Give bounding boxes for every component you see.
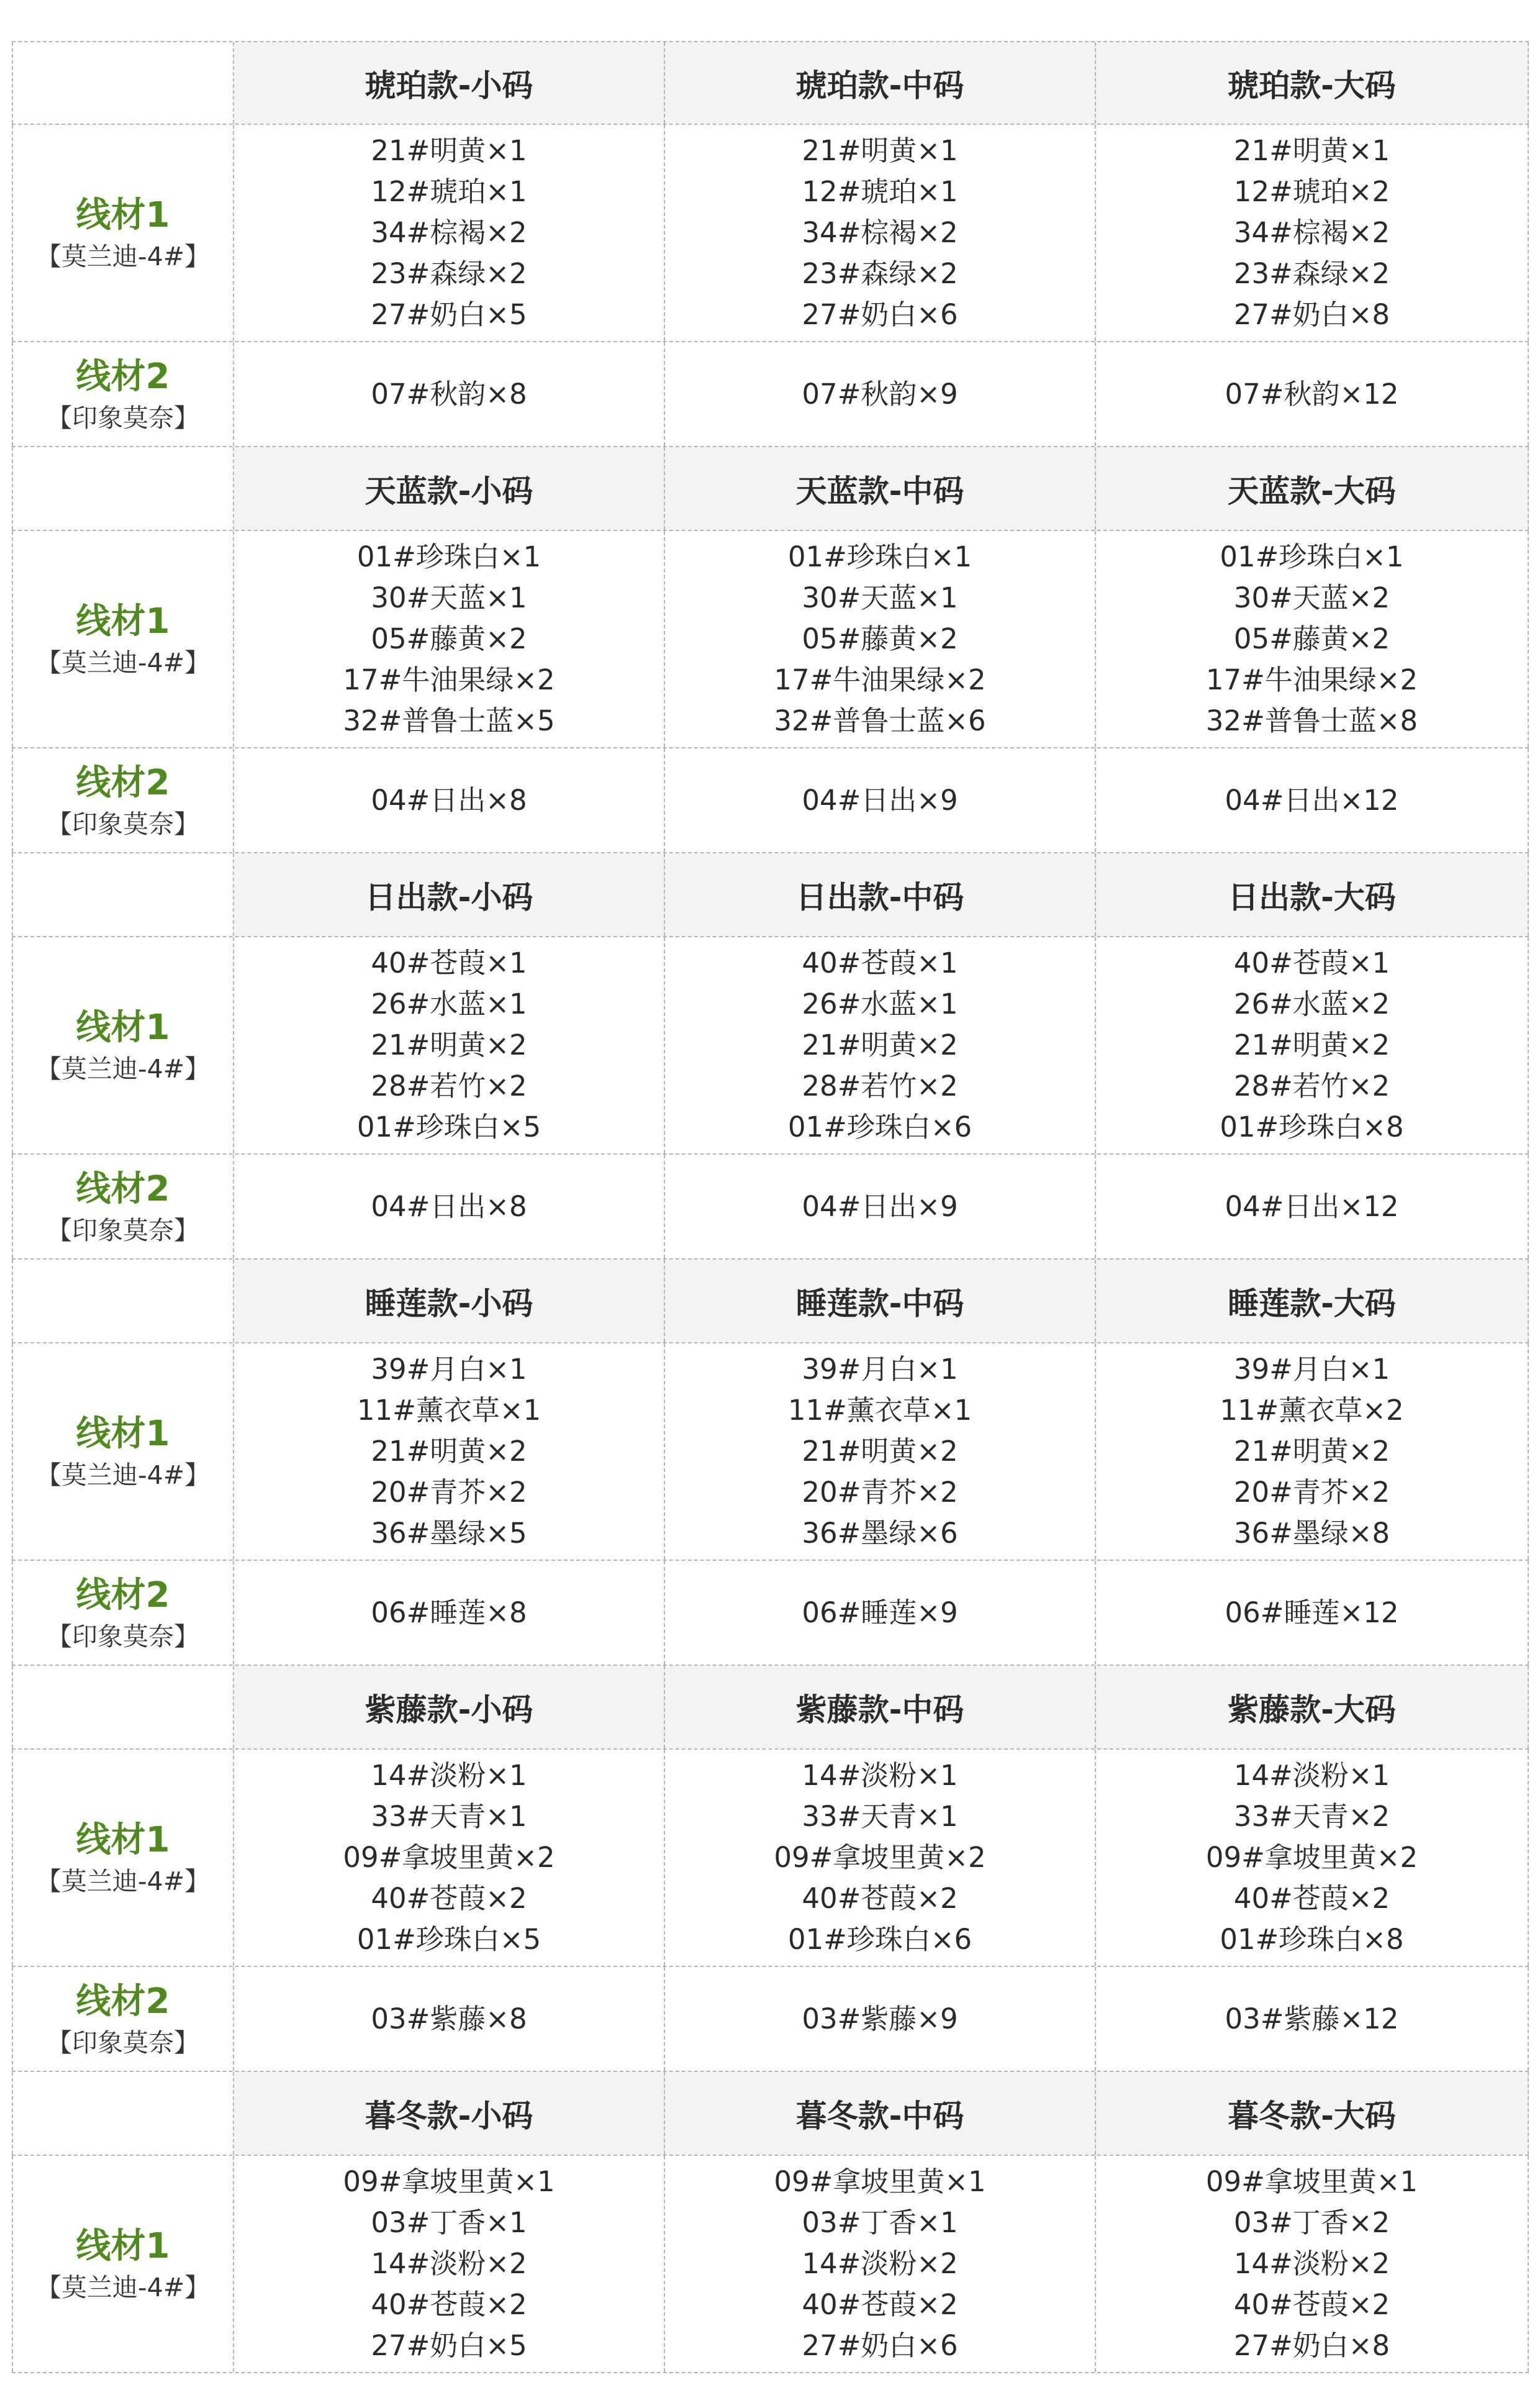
thread-entry: 28#若竹×2 xyxy=(802,1070,958,1102)
thread-entry: 40#苍葭×2 xyxy=(1233,1882,1390,1915)
wire1-subtitle: 【莫兰迪-4#】 xyxy=(35,1460,211,1490)
thread-entry: 39#月白×1 xyxy=(1233,1353,1390,1386)
thread-entry: 04#日出×8 xyxy=(371,1189,527,1223)
wire2-value xyxy=(665,748,1096,852)
wire2-title: 线材2 xyxy=(76,1981,170,2022)
thread-entry: 34#棕褐×2 xyxy=(1233,216,1390,249)
section-header-row xyxy=(12,2072,1529,2156)
wire1-values xyxy=(665,125,1096,341)
wire1-values xyxy=(1096,1750,1529,1966)
wire1-values xyxy=(1096,937,1529,1153)
thread-entry: 21#明黄×2 xyxy=(371,1029,527,1061)
wire2-value xyxy=(234,1967,665,2071)
section-header-row xyxy=(12,1260,1529,1343)
wire1-subtitle: 【莫兰迪-4#】 xyxy=(35,1866,211,1896)
thread-entry: 32#普鲁士蓝×8 xyxy=(1205,704,1418,737)
wire1-subtitle: 【莫兰迪-4#】 xyxy=(35,648,211,678)
wire2-value xyxy=(1096,1967,1529,2071)
thread-entry: 21#明黄×2 xyxy=(1233,1435,1390,1468)
thread-entry: 01#珍珠白×1 xyxy=(1220,540,1404,573)
thread-entry: 34#棕褐×2 xyxy=(802,216,958,249)
thread-entry: 14#淡粉×1 xyxy=(1233,1759,1390,1792)
wire1-subtitle: 【莫兰迪-4#】 xyxy=(35,1054,211,1084)
section-header-row xyxy=(12,1666,1529,1750)
wire2-value xyxy=(234,748,665,852)
thread-entry: 20#青芥×2 xyxy=(802,1476,958,1509)
wire1-row xyxy=(12,531,1529,748)
thread-entry: 36#墨绿×5 xyxy=(371,1517,527,1550)
thread-entry: 33#天青×2 xyxy=(1233,1800,1390,1833)
thread-entry: 04#日出×9 xyxy=(802,783,958,817)
wire2-value xyxy=(1096,1155,1529,1258)
variant-header: 暮冬款-小码 xyxy=(234,2072,665,2155)
wire2-subtitle: 【印象莫奈】 xyxy=(47,2027,199,2058)
thread-entry: 09#拿坡里黄×2 xyxy=(1205,1841,1418,1874)
wire1-values xyxy=(1096,531,1529,747)
variant-header: 日出款-中码 xyxy=(665,853,1096,936)
wire2-subtitle: 【印象莫奈】 xyxy=(47,402,199,433)
wire2-label xyxy=(12,1967,234,2071)
wire2-value xyxy=(1096,748,1529,852)
wire1-values xyxy=(1096,1343,1529,1560)
thread-entry: 28#若竹×2 xyxy=(371,1070,527,1102)
thread-entry: 40#苍葭×1 xyxy=(371,947,527,979)
thread-entry: 09#拿坡里黄×2 xyxy=(343,1841,555,1874)
wire1-subtitle: 【莫兰迪-4#】 xyxy=(35,2273,211,2302)
thread-entry: 01#珍珠白×1 xyxy=(787,540,972,573)
wire2-title: 线材2 xyxy=(76,356,170,397)
thread-entry: 36#墨绿×8 xyxy=(1233,1517,1390,1550)
thread-entry: 33#天青×1 xyxy=(802,1800,958,1833)
wire1-title: 线材1 xyxy=(76,1414,170,1454)
thread-entry: 21#明黄×2 xyxy=(371,1435,527,1468)
thread-entry: 04#日出×8 xyxy=(371,783,527,817)
header-blank-cell xyxy=(12,2072,234,2155)
color-recipe-table xyxy=(12,41,1529,2373)
thread-entry: 34#棕褐×2 xyxy=(371,216,527,249)
wire1-values xyxy=(665,1750,1096,1966)
section-header-row xyxy=(12,41,1529,125)
wire1-values xyxy=(665,531,1096,747)
thread-entry: 17#牛油果绿×2 xyxy=(774,663,986,696)
wire2-value xyxy=(665,1155,1096,1258)
thread-entry: 09#拿坡里黄×2 xyxy=(774,1841,986,1874)
wire1-label xyxy=(12,937,234,1153)
thread-entry: 21#明黄×1 xyxy=(371,134,527,167)
thread-entry: 04#日出×9 xyxy=(802,1189,958,1223)
thread-entry: 21#明黄×1 xyxy=(802,134,958,167)
thread-entry: 14#淡粉×2 xyxy=(371,2247,527,2280)
thread-entry: 23#森绿×2 xyxy=(802,257,958,290)
thread-entry: 21#明黄×2 xyxy=(1233,1029,1390,1061)
thread-entry: 05#藤黄×2 xyxy=(1233,622,1390,655)
wire1-title: 线材1 xyxy=(76,195,170,235)
variant-header: 睡莲款-小码 xyxy=(234,1260,665,1342)
thread-entry: 26#水蓝×1 xyxy=(371,988,527,1020)
variant-header: 日出款-大码 xyxy=(1096,853,1529,936)
wire1-label xyxy=(12,1750,234,1966)
thread-entry: 12#琥珀×2 xyxy=(1233,175,1390,208)
wire2-subtitle: 【印象莫奈】 xyxy=(47,809,199,839)
thread-entry: 33#天青×1 xyxy=(371,1800,527,1833)
thread-entry: 27#奶白×6 xyxy=(802,2329,958,2362)
thread-entry: 01#珍珠白×8 xyxy=(1220,1923,1404,1956)
thread-entry: 11#薰衣草×1 xyxy=(787,1394,972,1427)
variant-header: 睡莲款-大码 xyxy=(1096,1260,1529,1342)
wire1-values xyxy=(665,937,1096,1153)
thread-entry: 07#秋韵×9 xyxy=(802,377,958,411)
thread-entry: 05#藤黄×2 xyxy=(802,622,958,655)
wire2-title: 线材2 xyxy=(76,1168,170,1209)
thread-entry: 07#秋韵×12 xyxy=(1225,377,1399,411)
variant-header: 日出款-小码 xyxy=(234,853,665,936)
wire1-row xyxy=(12,2156,1529,2373)
thread-entry: 01#珍珠白×5 xyxy=(356,1923,541,1956)
wire2-row xyxy=(12,342,1529,447)
thread-entry: 39#月白×1 xyxy=(802,1353,958,1386)
wire1-label xyxy=(12,531,234,747)
section-header-row xyxy=(12,447,1529,531)
thread-entry: 12#琥珀×1 xyxy=(371,175,527,208)
variant-header: 琥珀款-大码 xyxy=(1096,42,1529,124)
thread-entry: 17#牛油果绿×2 xyxy=(1205,663,1418,696)
wire1-values xyxy=(665,2156,1096,2372)
thread-entry: 03#丁香×1 xyxy=(802,2206,958,2239)
variant-header: 紫藤款-中码 xyxy=(665,1666,1096,1748)
thread-entry: 09#拿坡里黄×1 xyxy=(1205,2165,1418,2198)
thread-entry: 26#水蓝×1 xyxy=(802,988,958,1020)
variant-header: 暮冬款-大码 xyxy=(1096,2072,1529,2155)
header-blank-cell xyxy=(12,853,234,936)
wire1-title: 线材1 xyxy=(76,1007,170,1048)
thread-entry: 23#森绿×2 xyxy=(1233,257,1390,290)
thread-entry: 04#日出×12 xyxy=(1225,1189,1399,1223)
section-header-row xyxy=(12,853,1529,937)
thread-entry: 40#苍葭×2 xyxy=(802,2288,958,2321)
thread-entry: 20#青芥×2 xyxy=(371,1476,527,1509)
thread-entry: 03#紫藤×9 xyxy=(802,2002,958,2035)
wire2-label xyxy=(12,342,234,446)
header-blank-cell xyxy=(12,1260,234,1342)
wire2-subtitle: 【印象莫奈】 xyxy=(47,1215,199,1245)
wire1-label xyxy=(12,125,234,341)
thread-entry: 03#丁香×2 xyxy=(1233,2206,1390,2239)
wire1-values xyxy=(1096,2156,1529,2372)
wire2-title: 线材2 xyxy=(76,762,170,803)
thread-entry: 40#苍葭×2 xyxy=(371,1882,527,1915)
thread-entry: 01#珍珠白×1 xyxy=(356,540,541,573)
thread-entry: 17#牛油果绿×2 xyxy=(343,663,555,696)
wire2-row xyxy=(12,1967,1529,2072)
wire1-title: 线材1 xyxy=(76,601,170,642)
thread-entry: 27#奶白×6 xyxy=(802,298,958,331)
wire2-row xyxy=(12,1561,1529,1666)
thread-entry: 32#普鲁士蓝×6 xyxy=(774,704,986,737)
thread-entry: 14#淡粉×2 xyxy=(1233,2247,1390,2280)
thread-entry: 20#青芥×2 xyxy=(1233,1476,1390,1509)
thread-entry: 30#天蓝×1 xyxy=(371,581,527,614)
variant-header: 紫藤款-大码 xyxy=(1096,1666,1529,1748)
thread-entry: 32#普鲁士蓝×5 xyxy=(343,704,555,737)
wire1-values xyxy=(234,2156,665,2372)
thread-entry: 14#淡粉×2 xyxy=(802,2247,958,2280)
variant-header: 睡莲款-中码 xyxy=(665,1260,1096,1342)
thread-entry: 01#珍珠白×5 xyxy=(356,1111,541,1143)
wire1-row xyxy=(12,937,1529,1155)
wire2-label xyxy=(12,1561,234,1665)
variant-header: 暮冬款-中码 xyxy=(665,2072,1096,2155)
thread-entry: 40#苍葭×2 xyxy=(802,1882,958,1915)
wire1-row xyxy=(12,125,1529,342)
wire2-value xyxy=(665,1967,1096,2071)
wire1-values xyxy=(665,1343,1096,1560)
wire2-title: 线材2 xyxy=(76,1574,170,1615)
thread-entry: 27#奶白×8 xyxy=(1233,2329,1390,2362)
thread-entry: 27#奶白×5 xyxy=(371,298,527,331)
wire1-row xyxy=(12,1343,1529,1561)
thread-entry: 30#天蓝×1 xyxy=(802,581,958,614)
thread-entry: 12#琥珀×1 xyxy=(802,175,958,208)
thread-entry: 40#苍葭×2 xyxy=(371,2288,527,2321)
wire2-row xyxy=(12,748,1529,853)
wire1-values xyxy=(234,937,665,1153)
wire1-values xyxy=(234,531,665,747)
thread-entry: 23#森绿×2 xyxy=(371,257,527,290)
thread-entry: 06#睡莲×12 xyxy=(1225,1596,1399,1629)
thread-entry: 27#奶白×5 xyxy=(371,2329,527,2362)
wire1-title: 线材1 xyxy=(76,2226,170,2266)
wire1-values xyxy=(234,1343,665,1560)
thread-entry: 09#拿坡里黄×1 xyxy=(343,2165,555,2198)
variant-header: 天蓝款-小码 xyxy=(234,447,665,530)
thread-entry: 06#睡莲×9 xyxy=(802,1596,958,1629)
wire2-value xyxy=(1096,1561,1529,1665)
thread-entry: 07#秋韵×8 xyxy=(371,377,527,411)
variant-header: 天蓝款-大码 xyxy=(1096,447,1529,530)
thread-entry: 14#淡粉×1 xyxy=(371,1759,527,1792)
wire2-label xyxy=(12,748,234,852)
thread-entry: 36#墨绿×6 xyxy=(802,1517,958,1550)
variant-header: 琥珀款-中码 xyxy=(665,42,1096,124)
variant-header: 琥珀款-小码 xyxy=(234,42,665,124)
thread-entry: 01#珍珠白×6 xyxy=(787,1923,972,1956)
thread-entry: 05#藤黄×2 xyxy=(371,622,527,655)
thread-entry: 03#丁香×1 xyxy=(371,2206,527,2239)
wire2-value xyxy=(234,1561,665,1665)
wire1-subtitle: 【莫兰迪-4#】 xyxy=(35,242,211,271)
wire2-value xyxy=(665,342,1096,446)
wire2-value xyxy=(234,1155,665,1258)
wire2-subtitle: 【印象莫奈】 xyxy=(47,1621,199,1651)
thread-entry: 01#珍珠白×8 xyxy=(1220,1111,1404,1143)
wire1-values xyxy=(234,1750,665,1966)
wire1-values xyxy=(234,125,665,341)
thread-entry: 26#水蓝×2 xyxy=(1233,988,1390,1020)
wire2-row xyxy=(12,1155,1529,1260)
thread-entry: 30#天蓝×2 xyxy=(1233,581,1390,614)
thread-entry: 21#明黄×1 xyxy=(1233,134,1390,167)
wire2-value xyxy=(1096,342,1529,446)
thread-entry: 09#拿坡里黄×1 xyxy=(774,2165,986,2198)
wire1-row xyxy=(12,1750,1529,1967)
thread-entry: 06#睡莲×8 xyxy=(371,1596,527,1629)
thread-entry: 21#明黄×2 xyxy=(802,1029,958,1061)
thread-entry: 40#苍葭×2 xyxy=(1233,2288,1390,2321)
thread-entry: 40#苍葭×1 xyxy=(802,947,958,979)
thread-entry: 39#月白×1 xyxy=(371,1353,527,1386)
thread-entry: 11#薰衣草×1 xyxy=(356,1394,541,1427)
thread-entry: 03#紫藤×12 xyxy=(1225,2002,1399,2035)
thread-entry: 01#珍珠白×6 xyxy=(787,1111,972,1143)
thread-entry: 27#奶白×8 xyxy=(1233,298,1390,331)
thread-entry: 03#紫藤×8 xyxy=(371,2002,527,2035)
wire1-title: 线材1 xyxy=(76,1820,170,1860)
header-blank-cell xyxy=(12,447,234,530)
thread-entry: 11#薰衣草×2 xyxy=(1220,1394,1404,1427)
thread-entry: 21#明黄×2 xyxy=(802,1435,958,1468)
thread-entry: 04#日出×12 xyxy=(1225,783,1399,817)
wire2-value xyxy=(234,342,665,446)
wire1-values xyxy=(1096,125,1529,341)
thread-entry: 14#淡粉×1 xyxy=(802,1759,958,1792)
wire2-label xyxy=(12,1155,234,1258)
variant-header: 天蓝款-中码 xyxy=(665,447,1096,530)
wire1-label xyxy=(12,2156,234,2372)
thread-entry: 28#若竹×2 xyxy=(1233,1070,1390,1102)
wire2-value xyxy=(665,1561,1096,1665)
header-blank-cell xyxy=(12,42,234,124)
wire1-label xyxy=(12,1343,234,1560)
header-blank-cell xyxy=(12,1666,234,1748)
variant-header: 紫藤款-小码 xyxy=(234,1666,665,1748)
thread-entry: 40#苍葭×1 xyxy=(1233,947,1390,979)
